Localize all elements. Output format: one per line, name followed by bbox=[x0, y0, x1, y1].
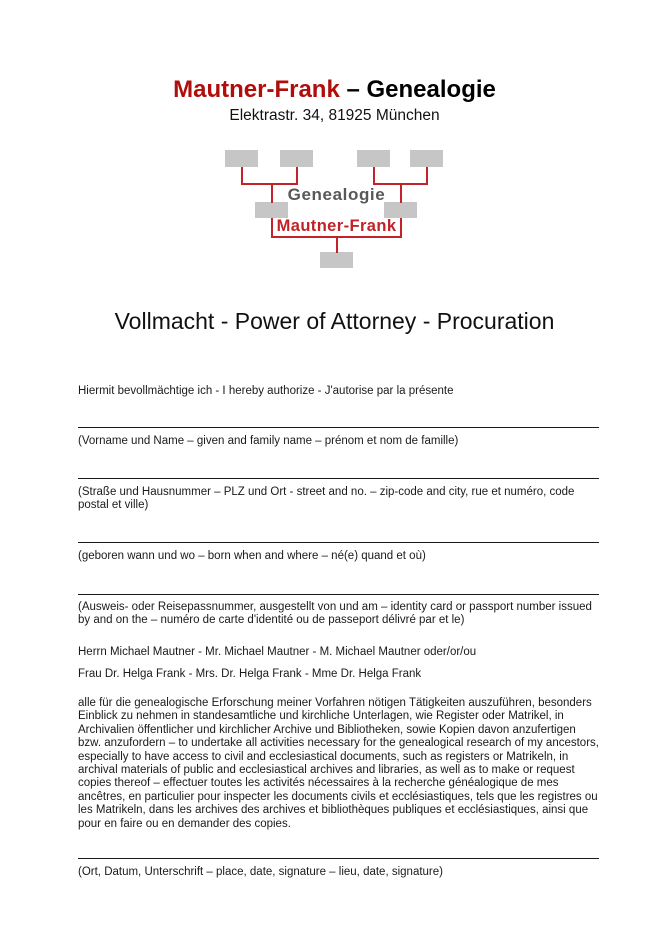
tree-connector-line bbox=[336, 236, 338, 253]
blank-line-passport bbox=[78, 594, 599, 595]
signature-label: (Ort, Datum, Unterschrift – place, date, signature – lieu, date, signature) bbox=[78, 866, 443, 878]
document-title: Vollmacht - Power of Attorney - Procuration bbox=[114, 308, 555, 334]
address-line: Elektrastr. 34, 81925 München bbox=[229, 107, 440, 124]
tree-box bbox=[357, 150, 390, 167]
family-tree-logo bbox=[210, 140, 463, 275]
brand-name: Mautner-Frank bbox=[173, 76, 340, 103]
logo-mautner-frank-label: Mautner-Frank bbox=[276, 217, 397, 235]
blank-line-birth bbox=[78, 542, 599, 543]
tree-box bbox=[410, 150, 443, 167]
blank-line-name bbox=[78, 427, 599, 428]
blank-line-address bbox=[78, 478, 599, 479]
tree-box bbox=[320, 252, 353, 268]
tree-box bbox=[225, 150, 258, 167]
tree-connector-line bbox=[296, 167, 298, 184]
tree-connector-line bbox=[373, 167, 375, 184]
authorization-paragraph: alle für die genealogische Erforschung meiner Vorfahren nötigen Tätigkeiten auszuführen, besonders Einblick zu nehmen in standesamtliche und kirchliche Unterlagen, wie Register oder Matrikel, in Archivalien öffentlicher und kirchlicher Archive und Bibliotheken, sowie Kopien davon anzufertigen bzw. anzufordern – to undertake all activities necessary for the genealogical research of my ancestors, especially to have access to civil and ecclesiastical documents, such as registers or Matrikeln, in archival materials of public and ecclesiastical archives and libraries, as well as to make or request copies thereof – effectuer toutes les activités nécessaires à la recherche généalogique de mes ancêtres, en particulier pour inspecter les documents civils et ecclésiastiques, tels que les registres ou les Matrikeln, dans les archives des archives et bibliothèques publiques et ecclésiastiques, ainsi que pour en faire ou en demander des copies. bbox=[78, 697, 599, 830]
logo-genealogie-label: Genealogie bbox=[287, 185, 386, 204]
page-header bbox=[0, 76, 669, 104]
field-label-name: (Vorname und Name – given and family name – prénom et nom de famille) bbox=[78, 435, 459, 447]
authorized-person-2: Frau Dr. Helga Frank - Mrs. Dr. Helga Frank - Mme Dr. Helga Frank bbox=[78, 668, 422, 680]
brand-suffix: – Genealogie bbox=[346, 76, 496, 103]
field-label-birth: (geboren wann und wo – born when and where – né(e) quand et où) bbox=[78, 550, 426, 562]
tree-connector-line bbox=[426, 167, 428, 184]
field-label-passport: (Ausweis- oder Reisepassnummer, ausgestellt von und am – identity card or passport number issued by and on the – numéro de carte d'identité ou de passeport délivré par et le) bbox=[78, 601, 592, 627]
intro-line: Hiermit bevollmächtige ich - I hereby authorize - J'autorise par la présente bbox=[78, 385, 454, 397]
signature-line bbox=[78, 858, 599, 859]
authorized-person-1: Herrn Michael Mautner - Mr. Michael Mautner - M. Michael Mautner oder/or/ou bbox=[78, 646, 477, 658]
field-label-address: (Straße und Hausnummer – PLZ und Ort - street and no. – zip-code and city, rue et numéro, code postal et ville) bbox=[78, 486, 575, 512]
tree-box bbox=[280, 150, 313, 167]
tree-connector-line bbox=[241, 167, 243, 184]
